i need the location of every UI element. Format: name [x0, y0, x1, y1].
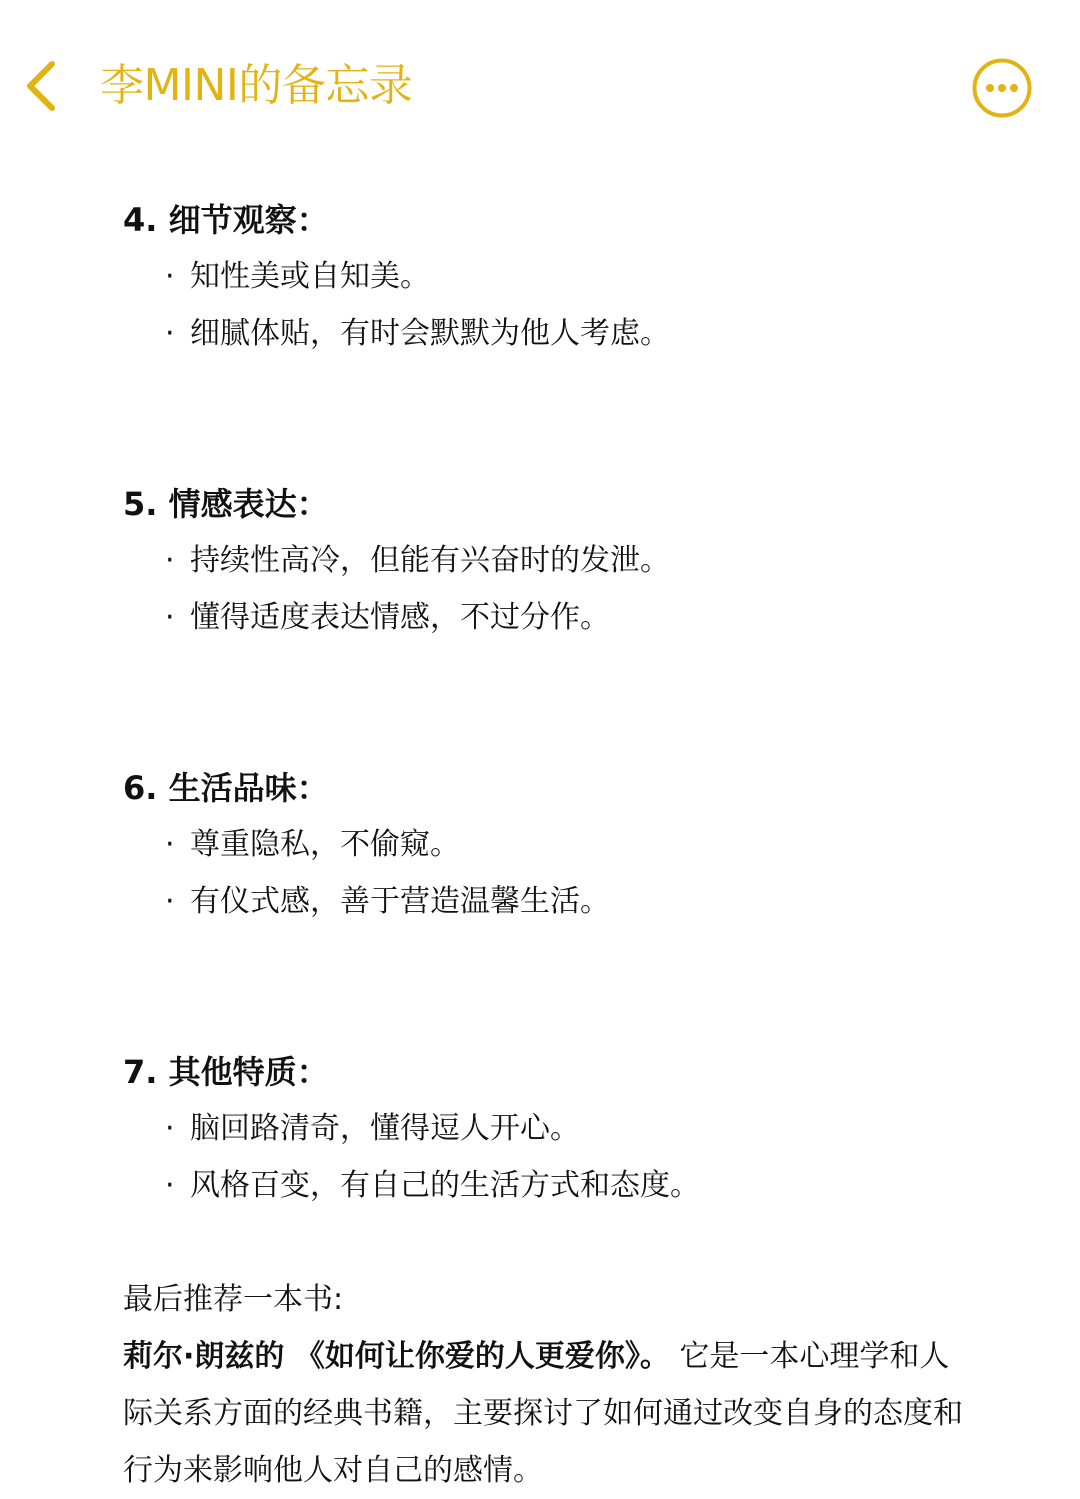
list-item	[123, 816, 963, 873]
section-heading: 5. 情感表达：	[123, 485, 329, 523]
recommendation-intro: 最后推荐一本书:	[123, 1282, 344, 1317]
bullet-marker: ·	[165, 1168, 175, 1203]
more-options-button[interactable]	[971, 57, 1033, 119]
bullet-marker: ·	[165, 543, 175, 578]
section-heading: 7. 其他特质：	[123, 1053, 329, 1091]
bullet-marker: ·	[165, 827, 175, 862]
section-lifestyle	[123, 760, 963, 930]
list-item	[123, 248, 963, 305]
list-item-text: 尊重隐私，不偷窥。	[190, 827, 460, 862]
section-heading: 6. 生活品味：	[123, 769, 329, 807]
list-item-text: 有仪式感，善于营造温馨生活。	[190, 884, 610, 919]
more-horizontal-icon	[971, 57, 1033, 119]
list-item	[123, 589, 963, 646]
bullet-marker: ·	[165, 1111, 175, 1146]
recommendation-paragraph	[123, 1328, 963, 1499]
book-title: 莉尔·朗兹的 《如何让你爱的人更爱你》。	[123, 1339, 670, 1374]
section-heading: 4. 细节观察：	[123, 201, 329, 239]
list-item-text: 懂得适度表达情感，不过分作。	[190, 600, 610, 635]
section-other-traits	[123, 1044, 963, 1214]
list-item	[123, 1157, 963, 1214]
nav-bar	[0, 0, 1080, 170]
list-item-text: 知性美或自知美。	[190, 259, 430, 294]
list-item	[123, 1100, 963, 1157]
bullet-marker: ·	[165, 259, 175, 294]
bullet-marker: ·	[165, 600, 175, 635]
back-button[interactable]	[20, 58, 64, 114]
note-body	[123, 192, 963, 1499]
list-item-text: 持续性高冷，但能有兴奋时的发泄。	[190, 543, 670, 578]
list-item	[123, 873, 963, 930]
section-emotion	[123, 476, 963, 646]
chevron-left-icon	[20, 58, 64, 114]
bullet-marker: ·	[165, 316, 175, 351]
list-item-text: 脑回路清奇，懂得逗人开心。	[190, 1111, 580, 1146]
book-description: 它是一本心理学和人际关系方面的经典书籍，主要探讨了如何通过改变自身的态度和行为来影响他人对自己的感情。	[123, 1339, 963, 1488]
section-details	[123, 192, 963, 362]
list-item-text: 细腻体贴，有时会默默为他人考虑。	[190, 316, 670, 351]
list-item	[123, 305, 963, 362]
page-title: 李MINI的备忘录	[100, 60, 413, 111]
list-item-text: 风格百变，有自己的生活方式和态度。	[190, 1168, 700, 1203]
list-item	[123, 532, 963, 589]
bullet-marker: ·	[165, 884, 175, 919]
